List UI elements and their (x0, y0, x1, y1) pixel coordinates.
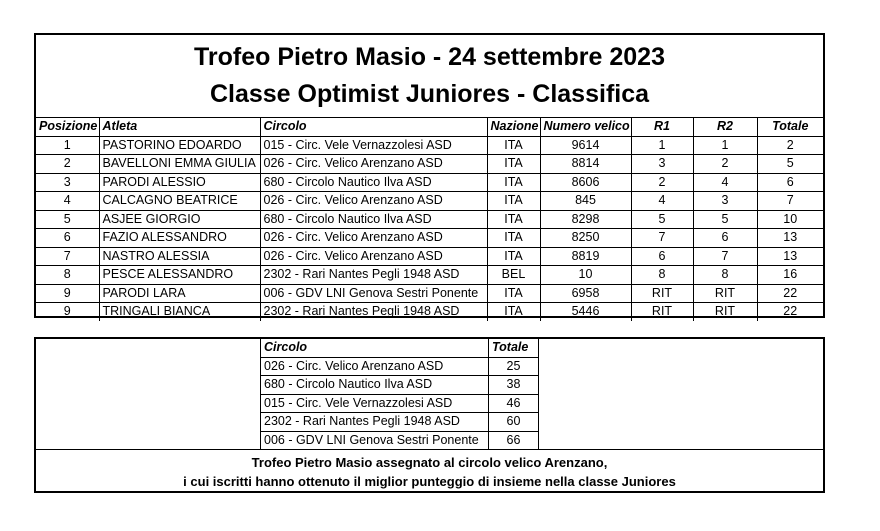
cell-athlete: NASTRO ALESSIA (99, 247, 260, 266)
cell-sail-number: 6958 (540, 284, 631, 303)
cell-athlete: CALCAGNO BEATRICE (99, 192, 260, 211)
cell-total: 13 (757, 247, 823, 266)
result-row (36, 247, 823, 266)
cell-sail-number: 8814 (540, 155, 631, 174)
cell-total: 16 (757, 266, 823, 285)
cell-r2: RIT (693, 303, 757, 321)
event-title: Trofeo Pietro Masio - 24 settembre 2023 (193, 43, 665, 71)
cell-club-total: 25 (489, 357, 539, 376)
cell-athlete: FAZIO ALESSANDRO (99, 229, 260, 248)
cell-club-total: 66 (489, 431, 539, 450)
club-row (261, 431, 539, 450)
results-header-row (36, 118, 823, 137)
cell-r1: 1 (631, 136, 693, 155)
cell-nation: ITA (487, 284, 540, 303)
trophy-note-line2: i cui iscritti hanno ottenuto il miglior punteggio di insieme nella classe Juniores (183, 474, 676, 489)
cell-total: 7 (757, 192, 823, 211)
result-row (36, 303, 823, 321)
header-numero-velico: Numero velico (540, 118, 631, 137)
club-row (261, 357, 539, 376)
cell-total: 22 (783, 304, 798, 318)
title-area (36, 35, 823, 117)
club-header-circolo: Circolo (261, 339, 489, 357)
header-r1: R1 (631, 118, 693, 137)
cell-club: 026 - Circ. Velico Arenzano ASD (260, 247, 487, 266)
result-row (36, 136, 823, 155)
cell-sail-number: 8606 (540, 173, 631, 192)
trophy-note-line1: Trofeo Pietro Masio assegnato al circolo velico Arenzano, (251, 455, 608, 470)
cell-athlete: TRINGALI BIANCA (99, 303, 260, 321)
cell-athlete: PESCE ALESSANDRO (99, 266, 260, 285)
header-totale: Totale (757, 118, 823, 137)
header-circolo: Circolo (260, 118, 487, 137)
cell-club-name: 015 - Circ. Vele Vernazzolesi ASD (261, 394, 489, 413)
cell-club-total: 46 (489, 394, 539, 413)
cell-club: 680 - Circolo Nautico Ilva ASD (260, 210, 487, 229)
cell-r2: 5 (693, 210, 757, 229)
cell-nation: BEL (487, 266, 540, 285)
cell-nation: ITA (487, 229, 540, 248)
cell-sail-number: 8819 (540, 247, 631, 266)
cell-r1: 8 (631, 266, 693, 285)
header-atleta: Atleta (99, 118, 260, 137)
cell-athlete: BAVELLONI EMMA GIULIA (99, 155, 260, 174)
cell-athlete: PARODI ALESSIO (99, 173, 260, 192)
cell-r2: 3 (693, 192, 757, 211)
header-posizione: Posizione (36, 118, 99, 137)
cell-position: 3 (36, 173, 99, 192)
cell-sail-number: 5446 (540, 303, 631, 321)
cell-r2: 1 (693, 136, 757, 155)
cell-r2: 4 (693, 173, 757, 192)
cell-position: 5 (36, 210, 99, 229)
result-row (36, 284, 823, 303)
cell-nation: ITA (487, 192, 540, 211)
cell-position: 9 (36, 303, 99, 321)
cell-position: 7 (36, 247, 99, 266)
cell-total: 13 (757, 229, 823, 248)
cell-total: 22 (757, 284, 823, 303)
result-row (36, 266, 823, 285)
club-ranking-table (260, 339, 539, 450)
cell-nation: ITA (487, 136, 540, 155)
cell-position: 4 (36, 192, 99, 211)
result-row (36, 155, 823, 174)
cell-athlete: PASTORINO EDOARDO (99, 136, 260, 155)
club-ranking-block (34, 337, 825, 493)
results-table (36, 117, 823, 321)
cell-total: 2 (757, 136, 823, 155)
cell-position: 6 (36, 229, 99, 248)
cell-r1: 4 (631, 192, 693, 211)
result-row (36, 173, 823, 192)
cell-position: 2 (36, 155, 99, 174)
cell-club-total: 38 (489, 376, 539, 395)
result-row (36, 229, 823, 248)
cell-club: 006 - GDV LNI Genova Sestri Ponente (260, 284, 487, 303)
cell-club: 2302 - Rari Nantes Pegli 1948 ASD (260, 303, 487, 321)
cell-sail-number: 8250 (540, 229, 631, 248)
cell-sail-number: 8298 (540, 210, 631, 229)
cell-total: 6 (757, 173, 823, 192)
cell-athlete: ASJEE GIORGIO (99, 210, 260, 229)
cell-nation: ITA (487, 155, 540, 174)
cell-position: 9 (36, 284, 99, 303)
cell-club: 2302 - Rari Nantes Pegli 1948 ASD (260, 266, 487, 285)
cell-nation: ITA (487, 247, 540, 266)
cell-sail-number: 10 (540, 266, 631, 285)
header-r2: R2 (693, 118, 757, 137)
cell-r1: 5 (631, 210, 693, 229)
club-header-totale: Totale (489, 339, 539, 357)
cell-sail-number: 845 (540, 192, 631, 211)
cell-club-name: 680 - Circolo Nautico Ilva ASD (261, 376, 489, 395)
cell-club: 026 - Circ. Velico Arenzano ASD (260, 155, 487, 174)
cell-club: 026 - Circ. Velico Arenzano ASD (260, 192, 487, 211)
cell-club-name: 026 - Circ. Velico Arenzano ASD (261, 357, 489, 376)
results-body (36, 136, 823, 321)
cell-r2: 7 (693, 247, 757, 266)
cell-position: 8 (36, 266, 99, 285)
cell-nation: ITA (487, 173, 540, 192)
trophy-note (36, 449, 823, 491)
cell-club-name: 006 - GDV LNI Genova Sestri Ponente (261, 431, 489, 450)
cell-r2: 8 (693, 266, 757, 285)
club-body (261, 357, 539, 450)
cell-club-total: 60 (489, 413, 539, 432)
header-nazione: Nazione (487, 118, 540, 137)
cell-r2: 6 (693, 229, 757, 248)
cell-r1: 7 (631, 229, 693, 248)
cell-sail-number: 9614 (540, 136, 631, 155)
cell-club: 680 - Circolo Nautico Ilva ASD (260, 173, 487, 192)
cell-club: 015 - Circ. Vele Vernazzolesi ASD (260, 136, 487, 155)
club-header-row (261, 339, 539, 357)
results-block (34, 33, 825, 318)
cell-r1: 3 (631, 155, 693, 174)
cell-r2: 2 (693, 155, 757, 174)
cell-total: 10 (757, 210, 823, 229)
club-row (261, 376, 539, 395)
cell-r1: RIT (631, 303, 693, 321)
result-row (36, 210, 823, 229)
club-row (261, 413, 539, 432)
cell-nation: ITA (487, 303, 540, 321)
cell-r1: 6 (631, 247, 693, 266)
cell-athlete: PARODI LARA (99, 284, 260, 303)
cell-club: 026 - Circ. Velico Arenzano ASD (260, 229, 487, 248)
cell-r2: RIT (693, 284, 757, 303)
cell-r1: 2 (631, 173, 693, 192)
class-title: Classe Optimist Juniores - Classifica (209, 80, 650, 108)
result-row (36, 192, 823, 211)
cell-r1: RIT (631, 284, 693, 303)
cell-total: 5 (757, 155, 823, 174)
cell-club-name: 2302 - Rari Nantes Pegli 1948 ASD (261, 413, 489, 432)
cell-nation: ITA (487, 210, 540, 229)
club-row (261, 394, 539, 413)
cell-position: 1 (36, 136, 99, 155)
